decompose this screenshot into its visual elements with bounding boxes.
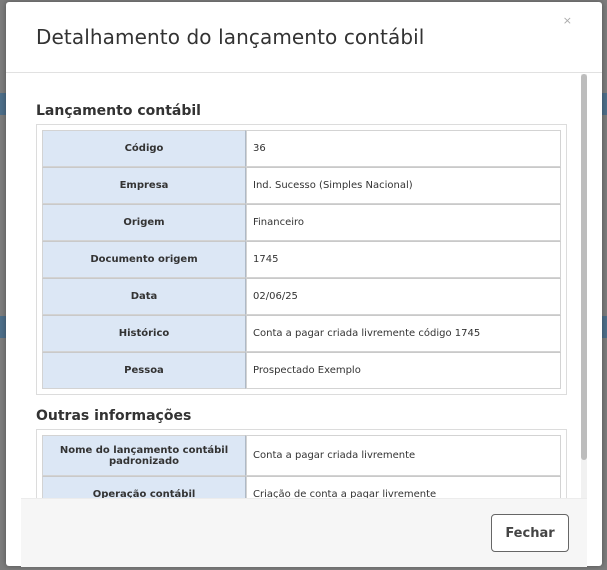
table-row	[42, 241, 561, 278]
section-title-lancamento: Lançamento contábil	[36, 103, 201, 119]
row-label: Pessoa	[42, 352, 246, 389]
row-label: Data	[42, 278, 246, 315]
row-value: 02/06/25	[246, 278, 561, 315]
row-label: Origem	[42, 204, 246, 241]
close-icon[interactable]: ×	[562, 14, 572, 27]
table-lancamento	[36, 124, 567, 395]
table-outras-informacoes	[36, 429, 567, 498]
row-label: Documento origem	[42, 241, 246, 278]
row-label: Operação contábil	[42, 476, 246, 498]
detail-modal	[6, 2, 602, 566]
row-value: Conta a pagar criada livremente código 1745	[246, 315, 561, 352]
row-value: 36	[246, 130, 561, 167]
row-label: Histórico	[42, 315, 246, 352]
table-row	[42, 435, 561, 476]
table-row	[42, 278, 561, 315]
close-button[interactable]: Fechar	[491, 514, 569, 552]
row-value: Financeiro	[246, 204, 561, 241]
modal-scrollbar[interactable]	[581, 74, 587, 498]
row-label: Código	[42, 130, 246, 167]
table-row	[42, 352, 561, 389]
row-value: Criação de conta a pagar livremente	[246, 476, 561, 498]
table-row	[42, 204, 561, 241]
modal-footer	[21, 498, 587, 567]
row-value: 1745	[246, 241, 561, 278]
row-label: Empresa	[42, 167, 246, 204]
table-row	[42, 130, 561, 167]
table-row	[42, 167, 561, 204]
background-bar	[602, 93, 607, 115]
scrollbar-thumb[interactable]	[581, 74, 587, 460]
modal-body	[21, 73, 587, 498]
row-value: Ind. Sucesso (Simples Nacional)	[246, 167, 561, 204]
modal-title: Detalhamento do lançamento contábil	[36, 25, 425, 49]
table-row	[42, 315, 561, 352]
row-label: Nome do lançamento contábil padronizado	[42, 435, 246, 476]
modal-header	[6, 2, 602, 73]
section-title-outras: Outras informações	[36, 408, 192, 424]
row-value: Conta a pagar criada livremente	[246, 435, 561, 476]
background-bar	[602, 316, 607, 338]
row-value: Prospectado Exemplo	[246, 352, 561, 389]
table-row	[42, 476, 561, 498]
